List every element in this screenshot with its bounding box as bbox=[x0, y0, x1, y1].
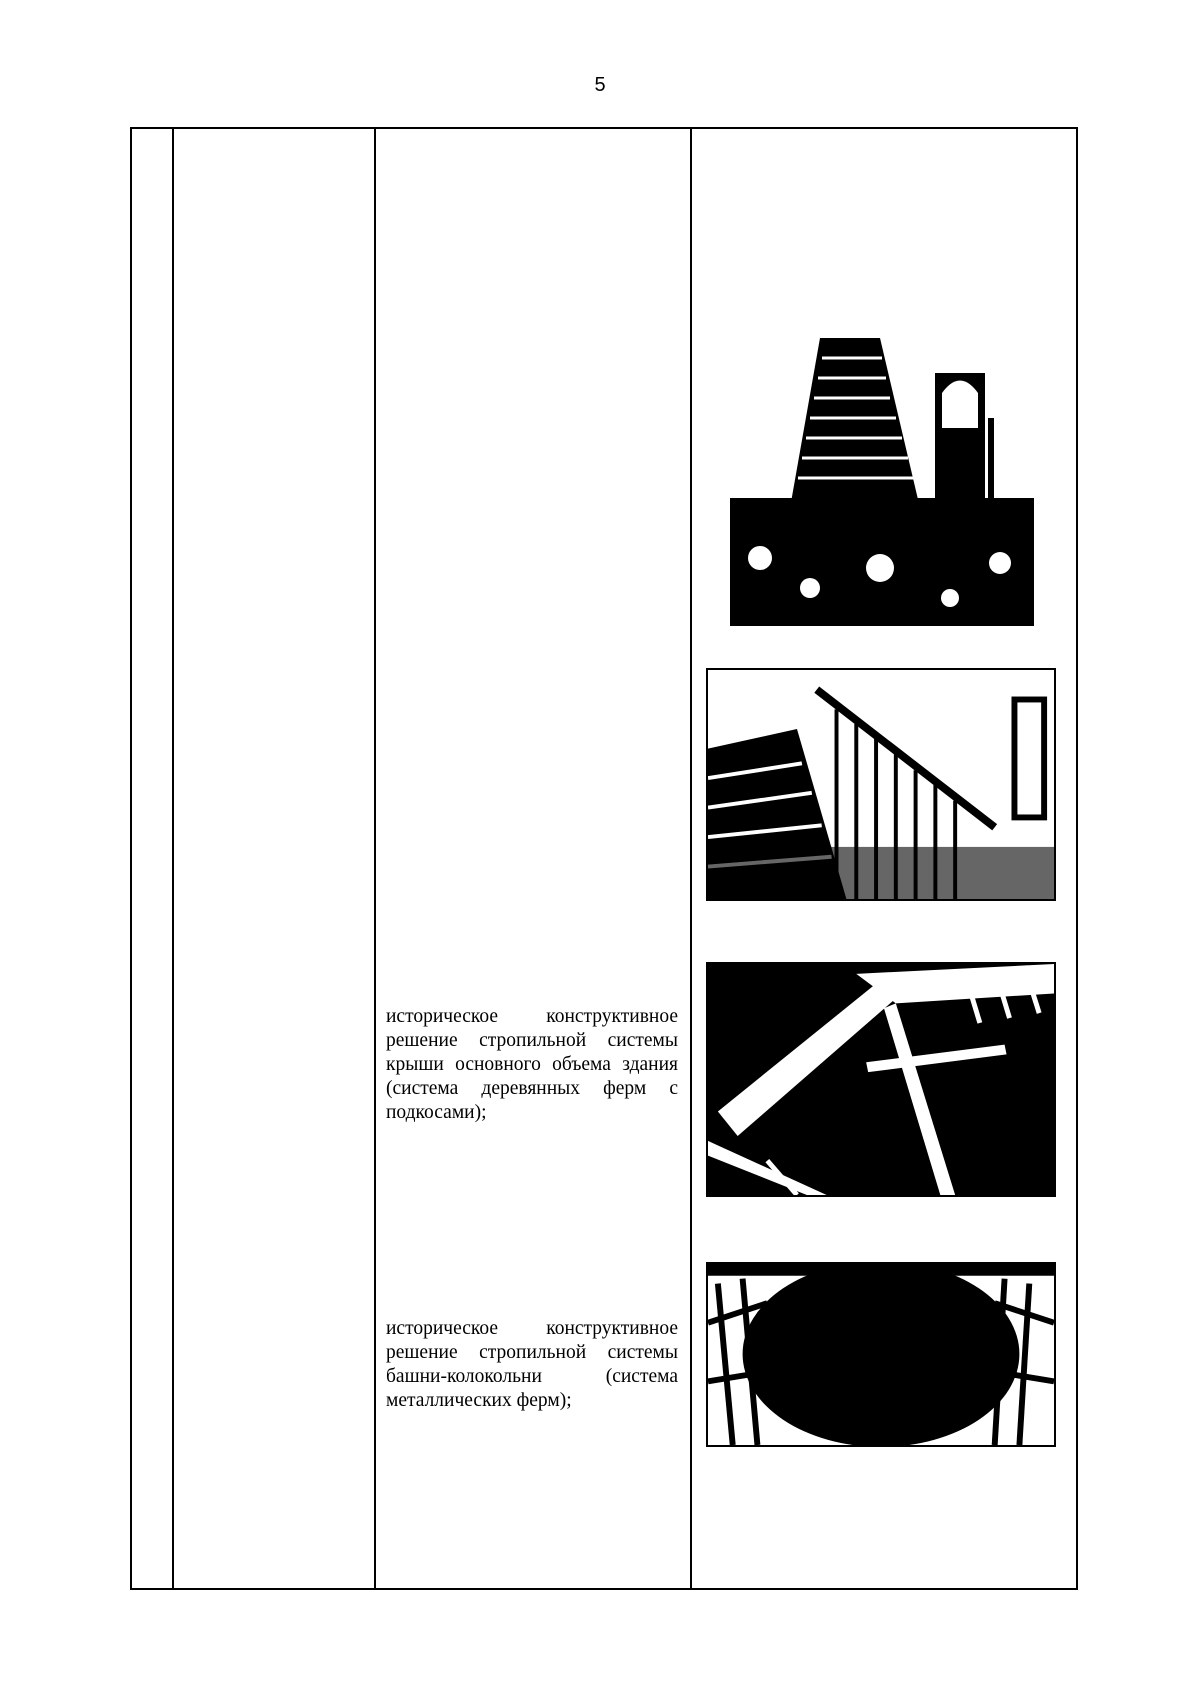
photo-wooden-roof-trusses-icon bbox=[706, 962, 1056, 1197]
photo-staircase-icon bbox=[730, 298, 1034, 626]
photo-metal-tower-trusses-icon bbox=[706, 1262, 1056, 1447]
page-number: 5 bbox=[594, 74, 606, 96]
column-divider-1 bbox=[172, 129, 174, 1588]
row-4-description: историческое конструктивное решение стропильной системы башни-колокольни (система металлических ферм); bbox=[386, 1318, 678, 1411]
row-3-description: историческое конструктивное решение стропильной системы крыши основного объема здания (система деревянных ферм с подкосами); bbox=[386, 1006, 678, 1123]
column-divider-3 bbox=[690, 129, 692, 1588]
column-divider-2 bbox=[374, 129, 376, 1588]
photo-staircase-railing-icon bbox=[706, 668, 1056, 901]
